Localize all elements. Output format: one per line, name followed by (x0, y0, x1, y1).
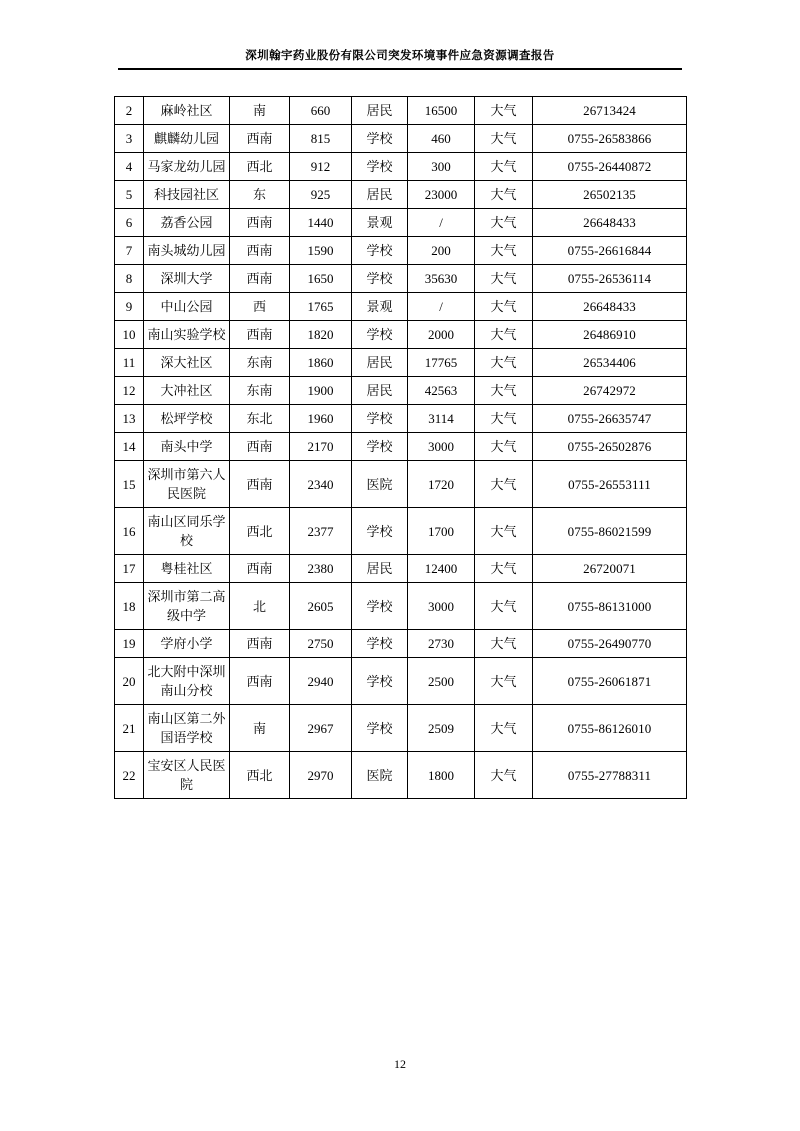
cell-medium: 大气 (475, 405, 533, 433)
cell-name: 荔香公园 (144, 209, 230, 237)
cell-population: 2730 (408, 630, 475, 658)
cell-medium: 大气 (475, 153, 533, 181)
cell-type: 景观 (352, 209, 408, 237)
cell-direction: 南 (230, 97, 290, 125)
cell-distance: 660 (290, 97, 352, 125)
cell-type: 居民 (352, 181, 408, 209)
cell-population: 1700 (408, 508, 475, 555)
cell-name: 南头中学 (144, 433, 230, 461)
cell-medium: 大气 (475, 752, 533, 799)
cell-direction: 东南 (230, 349, 290, 377)
table-row (115, 433, 687, 461)
cell-medium: 大气 (475, 508, 533, 555)
cell-distance: 912 (290, 153, 352, 181)
cell-phone: 0755-26061871 (533, 658, 687, 705)
cell-direction: 西南 (230, 658, 290, 705)
cell-direction: 西南 (230, 461, 290, 508)
cell-type: 医院 (352, 461, 408, 508)
cell-distance: 2340 (290, 461, 352, 508)
cell-type: 学校 (352, 583, 408, 630)
cell-medium: 大气 (475, 125, 533, 153)
cell-medium: 大气 (475, 630, 533, 658)
cell-phone: 26502135 (533, 181, 687, 209)
cell-direction: 东 (230, 181, 290, 209)
cell-name: 科技园社区 (144, 181, 230, 209)
cell-population: / (408, 209, 475, 237)
cell-direction: 北 (230, 583, 290, 630)
table-row (115, 461, 687, 508)
cell-index: 5 (115, 181, 144, 209)
cell-name: 马家龙幼儿园 (144, 153, 230, 181)
cell-direction: 西南 (230, 237, 290, 265)
cell-type: 学校 (352, 153, 408, 181)
cell-medium: 大气 (475, 377, 533, 405)
cell-type: 学校 (352, 658, 408, 705)
cell-distance: 1860 (290, 349, 352, 377)
table-row (115, 97, 687, 125)
cell-population: 16500 (408, 97, 475, 125)
cell-name: 南山区同乐学校 (144, 508, 230, 555)
cell-distance: 1820 (290, 321, 352, 349)
cell-name: 麒麟幼儿园 (144, 125, 230, 153)
cell-distance: 2940 (290, 658, 352, 705)
table-row (115, 658, 687, 705)
cell-type: 学校 (352, 321, 408, 349)
cell-population: 42563 (408, 377, 475, 405)
table-row (115, 630, 687, 658)
cell-phone: 0755-26440872 (533, 153, 687, 181)
header-divider (118, 68, 682, 70)
cell-type: 学校 (352, 630, 408, 658)
table-row (115, 237, 687, 265)
page-number: 12 (394, 1057, 406, 1071)
cell-distance: 2605 (290, 583, 352, 630)
table-body (115, 97, 687, 799)
cell-type: 学校 (352, 237, 408, 265)
table-row (115, 209, 687, 237)
cell-population: 17765 (408, 349, 475, 377)
cell-phone: 26486910 (533, 321, 687, 349)
cell-phone: 26713424 (533, 97, 687, 125)
cell-index: 8 (115, 265, 144, 293)
cell-index: 17 (115, 555, 144, 583)
cell-phone: 26534406 (533, 349, 687, 377)
cell-direction: 西北 (230, 752, 290, 799)
cell-distance: 2170 (290, 433, 352, 461)
cell-population: 3000 (408, 583, 475, 630)
cell-phone: 0755-26502876 (533, 433, 687, 461)
cell-medium: 大气 (475, 293, 533, 321)
cell-index: 19 (115, 630, 144, 658)
cell-population: 300 (408, 153, 475, 181)
cell-distance: 2750 (290, 630, 352, 658)
cell-population: 2509 (408, 705, 475, 752)
cell-phone: 0755-26553111 (533, 461, 687, 508)
cell-direction: 东南 (230, 377, 290, 405)
cell-medium: 大气 (475, 461, 533, 508)
cell-distance: 1650 (290, 265, 352, 293)
cell-medium: 大气 (475, 349, 533, 377)
cell-direction: 西南 (230, 433, 290, 461)
cell-phone: 0755-26583866 (533, 125, 687, 153)
cell-direction: 西南 (230, 265, 290, 293)
cell-phone: 0755-26635747 (533, 405, 687, 433)
cell-phone: 26742972 (533, 377, 687, 405)
cell-index: 3 (115, 125, 144, 153)
table-row (115, 293, 687, 321)
cell-population: 23000 (408, 181, 475, 209)
cell-index: 2 (115, 97, 144, 125)
cell-type: 学校 (352, 508, 408, 555)
cell-distance: 925 (290, 181, 352, 209)
cell-type: 学校 (352, 433, 408, 461)
cell-name: 深圳大学 (144, 265, 230, 293)
cell-type: 医院 (352, 752, 408, 799)
cell-name: 大冲社区 (144, 377, 230, 405)
cell-type: 学校 (352, 265, 408, 293)
cell-distance: 2970 (290, 752, 352, 799)
cell-type: 学校 (352, 125, 408, 153)
cell-phone: 26720071 (533, 555, 687, 583)
header-title: 深圳翰宇药业股份有限公司突发环境事件应急资源调查报告 (245, 50, 555, 62)
cell-index: 9 (115, 293, 144, 321)
cell-direction: 西南 (230, 321, 290, 349)
table-row (115, 321, 687, 349)
cell-population: 1720 (408, 461, 475, 508)
cell-type: 居民 (352, 349, 408, 377)
cell-phone: 0755-26616844 (533, 237, 687, 265)
running-header (118, 48, 682, 70)
cell-direction: 西南 (230, 125, 290, 153)
cell-index: 7 (115, 237, 144, 265)
cell-name: 松坪学校 (144, 405, 230, 433)
cell-name: 中山公园 (144, 293, 230, 321)
cell-phone: 0755-86131000 (533, 583, 687, 630)
cell-type: 居民 (352, 97, 408, 125)
cell-distance: 1900 (290, 377, 352, 405)
cell-name: 麻岭社区 (144, 97, 230, 125)
cell-medium: 大气 (475, 321, 533, 349)
cell-distance: 2377 (290, 508, 352, 555)
cell-medium: 大气 (475, 209, 533, 237)
cell-direction: 西南 (230, 555, 290, 583)
cell-index: 10 (115, 321, 144, 349)
cell-type: 学校 (352, 705, 408, 752)
cell-name: 北大附中深圳南山分校 (144, 658, 230, 705)
table-row (115, 349, 687, 377)
cell-population: 460 (408, 125, 475, 153)
cell-population: 12400 (408, 555, 475, 583)
cell-direction: 西南 (230, 209, 290, 237)
cell-population: 35630 (408, 265, 475, 293)
cell-index: 21 (115, 705, 144, 752)
cell-index: 15 (115, 461, 144, 508)
cell-population: / (408, 293, 475, 321)
cell-index: 6 (115, 209, 144, 237)
cell-distance: 815 (290, 125, 352, 153)
cell-phone: 0755-26536114 (533, 265, 687, 293)
cell-population: 2500 (408, 658, 475, 705)
cell-name: 宝安区人民医院 (144, 752, 230, 799)
cell-population: 3114 (408, 405, 475, 433)
cell-medium: 大气 (475, 433, 533, 461)
table-row (115, 705, 687, 752)
cell-type: 学校 (352, 405, 408, 433)
cell-name: 深圳市第二高级中学 (144, 583, 230, 630)
table-row (115, 153, 687, 181)
cell-population: 200 (408, 237, 475, 265)
cell-direction: 西北 (230, 153, 290, 181)
cell-name: 深圳市第六人民医院 (144, 461, 230, 508)
cell-direction: 东北 (230, 405, 290, 433)
cell-medium: 大气 (475, 658, 533, 705)
cell-distance: 1590 (290, 237, 352, 265)
cell-phone: 26648433 (533, 209, 687, 237)
cell-name: 学府小学 (144, 630, 230, 658)
cell-index: 18 (115, 583, 144, 630)
cell-index: 12 (115, 377, 144, 405)
cell-direction: 西北 (230, 508, 290, 555)
cell-index: 22 (115, 752, 144, 799)
table-row (115, 125, 687, 153)
cell-phone: 0755-26490770 (533, 630, 687, 658)
cell-population: 2000 (408, 321, 475, 349)
table-row (115, 265, 687, 293)
cell-index: 11 (115, 349, 144, 377)
cell-direction: 南 (230, 705, 290, 752)
cell-type: 景观 (352, 293, 408, 321)
cell-index: 20 (115, 658, 144, 705)
table-row (115, 181, 687, 209)
cell-population: 3000 (408, 433, 475, 461)
cell-distance: 2967 (290, 705, 352, 752)
cell-medium: 大气 (475, 705, 533, 752)
cell-distance: 2380 (290, 555, 352, 583)
cell-population: 1800 (408, 752, 475, 799)
cell-index: 4 (115, 153, 144, 181)
cell-phone: 26648433 (533, 293, 687, 321)
table-row (115, 583, 687, 630)
data-table (114, 96, 687, 799)
cell-medium: 大气 (475, 583, 533, 630)
cell-name: 南山实验学校 (144, 321, 230, 349)
cell-direction: 西 (230, 293, 290, 321)
cell-medium: 大气 (475, 237, 533, 265)
cell-phone: 0755-86021599 (533, 508, 687, 555)
cell-medium: 大气 (475, 555, 533, 583)
table-row (115, 752, 687, 799)
cell-distance: 1440 (290, 209, 352, 237)
cell-index: 13 (115, 405, 144, 433)
cell-medium: 大气 (475, 97, 533, 125)
environmental-receptors-table (114, 96, 686, 799)
cell-direction: 西南 (230, 630, 290, 658)
table-row (115, 405, 687, 433)
table-row (115, 508, 687, 555)
cell-index: 14 (115, 433, 144, 461)
cell-type: 居民 (352, 555, 408, 583)
cell-type: 居民 (352, 377, 408, 405)
cell-distance: 1960 (290, 405, 352, 433)
table-row (115, 555, 687, 583)
table-row (115, 377, 687, 405)
cell-name: 深大社区 (144, 349, 230, 377)
cell-index: 16 (115, 508, 144, 555)
cell-phone: 0755-27788311 (533, 752, 687, 799)
cell-medium: 大气 (475, 181, 533, 209)
cell-distance: 1765 (290, 293, 352, 321)
cell-name: 南山区第二外国语学校 (144, 705, 230, 752)
cell-name: 南头城幼儿园 (144, 237, 230, 265)
cell-name: 粤桂社区 (144, 555, 230, 583)
cell-medium: 大气 (475, 265, 533, 293)
cell-phone: 0755-86126010 (533, 705, 687, 752)
